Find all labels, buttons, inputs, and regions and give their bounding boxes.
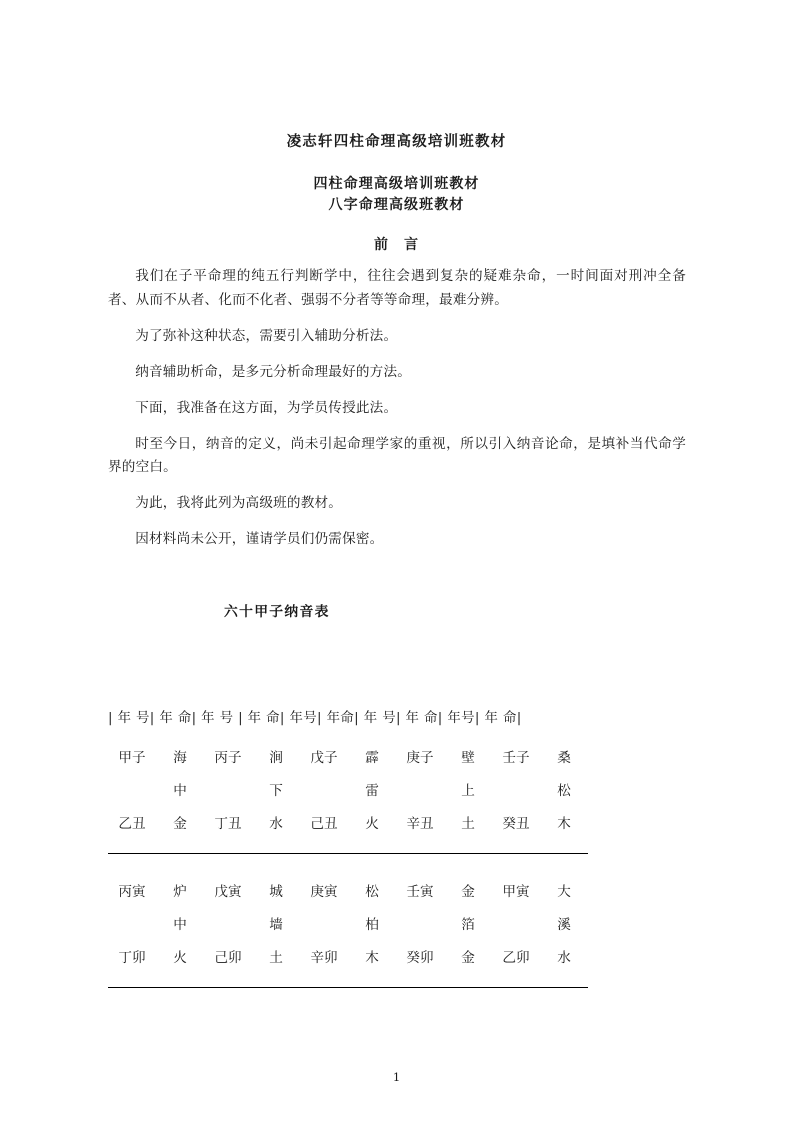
table-cell: 己丑 [310,816,338,832]
table-cell: 城 [269,884,283,900]
table-cell [300,775,348,808]
preface-paragraph: 我们在子平命理的纯五行判断学中，往往会遇到复杂的疑难杂命，一时间面对刑冲全备者、从而不从者、化而不化者、强弱不分者等等命理，最难分辨。 [108,268,686,308]
nayin-table-header-row: | 年 号| 年 命| 年 号 | 年 命| 年号| 年命| 年 号| 年 命| 年号| 年 命| [108,711,522,726]
table-cell: 霹 [365,750,379,766]
table-cell: 松 [365,884,379,900]
table-cell: 乙丑 [118,816,146,832]
table-cell: 庚子 [406,750,434,766]
table-cell: 丙子 [214,750,242,766]
table-cell: 涧 [269,750,283,766]
table-cell: 水 [269,816,283,832]
table-cell [108,909,156,942]
table-cell: 下 [269,783,283,799]
table-cell: 丁卯 [118,950,146,966]
preface-body [108,265,686,564]
table-cell: 桑 [557,750,571,766]
doc-subtitle-2: 八字命理高级班教材 [328,197,465,213]
table-cell: 火 [173,950,187,966]
page-number: 1 [392,1070,401,1084]
nayin-block-2 [108,876,588,988]
doc-subtitle-1: 四柱命理高级培训班教材 [313,176,480,192]
table-cell [492,775,540,808]
table-cell: 戊子 [310,750,338,766]
table-cell: 火 [365,816,379,832]
table-row [108,808,588,841]
preface-paragraph: 时至今日，纳音的定义，尚未引起命理学家的重视，所以引入纳音论命，是填补当代命学界的空白。 [108,435,686,475]
table-cell: 壬子 [502,750,530,766]
table-divider-rule [108,853,588,854]
preface-paragraph: 下面，我准备在这方面，为学员传授此法。 [135,399,398,416]
table-cell: 土 [269,950,283,966]
subtitle-group [0,174,793,216]
table-row [108,909,588,942]
table-cell: 溪 [557,917,571,933]
table-row [108,876,588,909]
table-cell: 甲子 [118,750,146,766]
nayin-table [108,708,588,1010]
table-cell: 土 [461,816,475,832]
table-cell: 炉 [173,884,187,900]
table-cell: 中 [173,783,187,799]
preface-paragraph: 为了弥补这种状态，需要引入辅助分析法。 [135,327,398,344]
table-divider-rule [108,987,588,988]
table-row [108,775,588,808]
table-cell: 庚寅 [310,884,338,900]
table-cell: 中 [173,917,187,933]
table-row [108,742,588,775]
table-cell: 壬寅 [406,884,434,900]
table-cell: 箔 [461,917,475,933]
title-block [0,132,793,216]
table-cell [204,909,252,942]
nayin-block-1 [108,742,588,854]
table-cell: 金 [173,816,187,832]
table-cell: 墙 [269,917,283,933]
table-cell [204,775,252,808]
table-cell: 己卯 [214,950,242,966]
nayin-table-heading: 六十甲子纳音表 [224,604,330,620]
table-cell: 辛卯 [310,950,338,966]
table-cell: 上 [461,783,475,799]
table-cell: 辛丑 [406,816,434,832]
preface-paragraph: 因材料尚未公开，谨请学员们仍需保密。 [135,531,384,547]
table-cell: 甲寅 [502,884,530,900]
table-cell: 壁 [461,750,475,766]
table-cell: 松 [557,783,571,799]
table-cell: 金 [461,950,475,966]
table-cell: 金 [461,884,475,900]
table-row [108,942,588,975]
preface-heading: 前 言 [374,237,419,253]
table-cell [492,909,540,942]
table-cell: 海 [173,750,187,766]
table-cell: 水 [557,950,571,966]
table-cell: 雷 [365,783,379,799]
table-cell [396,775,444,808]
table-cell: 丁丑 [214,816,242,832]
preface-paragraph: 为此，我将此列为高级班的教材。 [135,495,343,511]
table-cell [396,909,444,942]
table-cell [108,775,156,808]
page-title: 凌志轩四柱命理高级培训班教材 [286,133,507,150]
preface-paragraph: 纳音辅助析命，是多元分析命理最好的方法。 [135,363,412,380]
table-cell: 木 [557,816,571,832]
table-cell: 戊寅 [214,884,242,900]
table-cell: 癸丑 [502,816,530,832]
table-cell: 大 [557,884,571,900]
table-cell: 丙寅 [118,884,146,900]
table-cell: 癸卯 [406,950,434,966]
table-cell: 木 [365,950,379,966]
table-cell: 柏 [365,917,379,933]
table-cell: 乙卯 [502,950,530,966]
table-cell [300,909,348,942]
